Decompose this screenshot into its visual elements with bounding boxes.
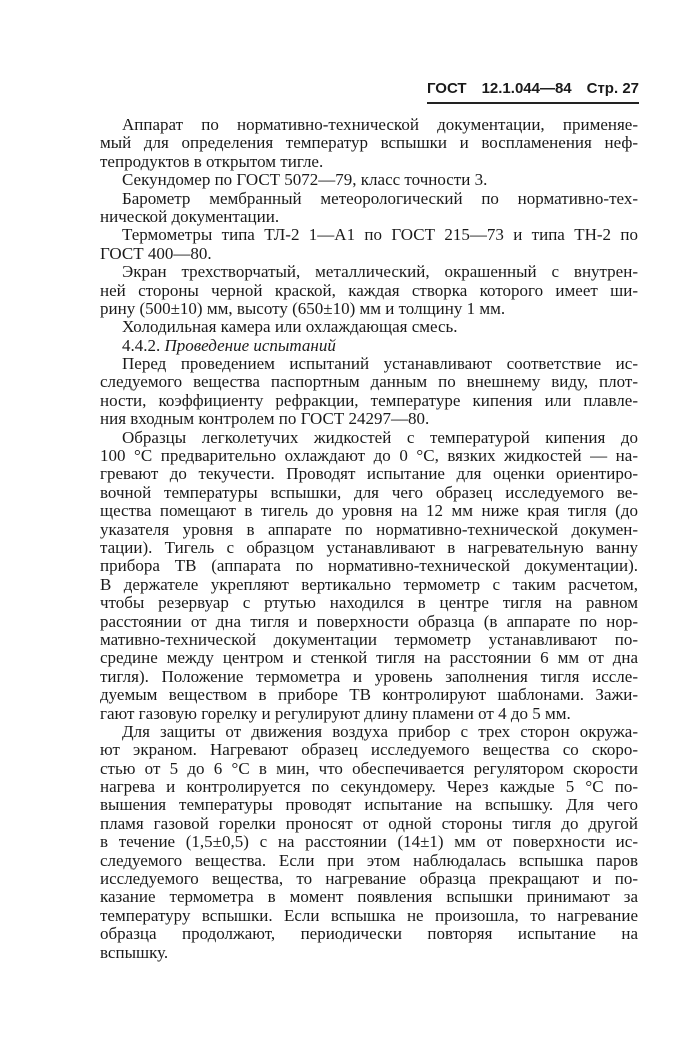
text-line-content: тигля). Положение термометра и уровень заполнения тигля иссле- (100, 666, 638, 686)
text-line (100, 723, 638, 741)
text-line-content: Барометр мембранный метеорологический по нормативно-тех- (122, 188, 638, 208)
text-line-content: тепродуктов в открытом тигле. (100, 151, 324, 171)
text-line (100, 741, 638, 759)
section-title: Проведение испытаний (164, 335, 336, 355)
text-line-content: гревают до текучести. Проводят испытание для оценки ориентиро- (100, 464, 638, 484)
text-line (100, 429, 638, 447)
text-line-content: В держателе укрепляют вертикально термометр с таким расчетом, (100, 574, 638, 594)
header-page (587, 80, 639, 97)
text-line (100, 447, 638, 465)
text-line (100, 796, 638, 814)
text-line-content: тации). Тигель с образцом устанавливают в нагревательную ванну (100, 537, 638, 557)
text-line-content: Перед проведением испытаний устанавливают соответствие ис- (122, 354, 638, 374)
text-line-content: средине между центром и стенкой тигля на расстоянии 6 мм от дна (100, 648, 638, 668)
text-line-content: ности, коэффициенту рефракции, температуре кипения или плавле- (100, 390, 638, 410)
text-line-content: ГОСТ 400—80. (100, 243, 212, 263)
text-line-content: нической документации. (100, 206, 280, 226)
text-line-content: указателя уровня в аппарате по нормативно-технической докумен- (100, 519, 638, 539)
text-line-content: чтобы резервуар с ртутью находился в центре тигля на равном (100, 593, 638, 613)
text-line (100, 116, 638, 134)
text-line-content: прибора ТВ (аппарата по нормативно-технической документации). (100, 556, 638, 576)
text-line-content: расстоянии от дна тигля и поверхности образца (в аппарате по нор- (100, 611, 638, 631)
text-line-content: гают газовую горелку и регулируют длину пламени от 4 до 5 мм. (100, 703, 571, 723)
text-line-content: в течение (1,5±0,5) с на расстоянии (14±1) мм от поверхности ис- (100, 832, 638, 852)
text-line (100, 134, 638, 152)
text-line (100, 208, 638, 226)
text-line-content: дуемым веществом в приборе ТВ контролируют шаблонами. Зажи- (100, 685, 638, 705)
text-line (100, 833, 638, 851)
text-line-content: ния входным контролем по ГОСТ 24297—80. (100, 409, 430, 429)
text-line-content: Аппарат по нормативно-технической документации, применяе- (122, 115, 638, 134)
text-line (100, 245, 638, 263)
text-line (100, 594, 638, 612)
text-line (100, 410, 638, 428)
header-page-number: 27 (622, 80, 639, 97)
text-line (100, 870, 638, 888)
text-line (100, 576, 638, 594)
text-line-content: Образцы легколетучих жидкостей с температурой кипения до (122, 427, 638, 447)
text-line (100, 521, 638, 539)
text-line-content: мый для определения температур вспышки и воспламенения неф- (100, 133, 638, 153)
text-line (100, 686, 638, 704)
text-line-content: Холодильная камера или охлаждающая смесь. (122, 317, 458, 337)
text-line (100, 465, 638, 483)
text-line (100, 852, 638, 870)
text-line-content: Термометры типа ТЛ-2 1—А1 по ГОСТ 215—73 и типа ТН-2 по (122, 225, 638, 245)
text-line-content: ют экраном. Нагревают образец исследуемого вещества со скоро- (100, 740, 638, 760)
text-line (100, 778, 638, 796)
text-line-content: казание термометра в момент появления вспышки принимают за (100, 887, 638, 907)
header-page-label: Стр. (586, 80, 619, 97)
text-line (100, 263, 638, 281)
text-line-content: пламя газовой горелки проносят от одной стороны тигля до другой (100, 813, 638, 833)
text-line (100, 190, 638, 208)
text-line (100, 760, 638, 778)
text-line (100, 502, 638, 520)
text-line (100, 631, 638, 649)
text-line (100, 613, 638, 631)
text-line-content: Экран трехстворчатый, металлический, окрашенный с внутрен- (122, 262, 638, 282)
text-line-content: рину (500±10) мм, высоту (650±10) мм и толщину 1 мм. (100, 298, 506, 318)
text-line (100, 171, 638, 189)
text-line-content: Для защиты от движения воздуха прибор с трех сторон окружа- (122, 721, 638, 741)
text-line (100, 484, 638, 502)
text-line-content: ней стороны черной краской, каждая створка которого имеет ши- (100, 280, 638, 300)
text-line (100, 392, 638, 410)
text-line (100, 318, 638, 336)
text-line (100, 888, 638, 906)
text-line-content: Секундомер по ГОСТ 5072—79, класс точности 3. (122, 170, 488, 190)
text-line (100, 539, 638, 557)
document-body (100, 116, 638, 962)
text-line (100, 373, 638, 391)
text-line (100, 944, 638, 962)
text-line (100, 226, 638, 244)
text-line (100, 153, 638, 171)
text-line-content: образца продолжают, периодически повторяя испытание на (100, 924, 638, 944)
section-heading-line (100, 337, 638, 355)
text-line-content: стью от 5 до 6 °C в мин, что обеспечивается регулятором скорости (100, 758, 638, 778)
text-line-content: мативно-технической документации термометр устанавливают по- (100, 629, 638, 649)
page-header (427, 80, 639, 104)
text-line-content: вочной температуры вспышки, для чего образец исследуемого ве- (100, 482, 638, 502)
text-line (100, 815, 638, 833)
text-line-content: вышения температуры проводят испытание на вспышку. Для чего (100, 795, 638, 815)
text-line (100, 300, 638, 318)
text-line-content: нагрева и контролируется по секундомеру. Через каждые 5 °C по- (100, 777, 638, 797)
text-line (100, 649, 638, 667)
header-standard: ГОСТ (427, 80, 467, 97)
text-line-content: исследуемого вещества, то нагревание образца прекращают и по- (100, 869, 638, 889)
text-line-content: температуру вспышки. Если вспышка не произошла, то нагревание (100, 905, 638, 925)
text-line-content: щества помещают в тигель до уровня на 12 мм ниже края тигля (до (100, 501, 638, 521)
text-line-content: следуемого вещества. Если при этом наблюдалась вспышка паров (100, 850, 638, 870)
text-line-content: 4.4.2. (122, 335, 165, 355)
text-line (100, 282, 638, 300)
text-line (100, 925, 638, 943)
text-line (100, 557, 638, 575)
text-line (100, 705, 638, 723)
header-standard-number: 12.1.044—84 (481, 80, 572, 97)
text-line (100, 907, 638, 925)
text-line (100, 355, 638, 373)
text-line-content: 100 °C предварительно охлаждают до 0 °C, вязких жидкостей — на- (100, 446, 638, 466)
text-line-content: вспышку. (100, 942, 169, 962)
text-line (100, 668, 638, 686)
text-line-content: следуемого вещества паспортным данным по внешнему виду, плот- (100, 372, 638, 392)
